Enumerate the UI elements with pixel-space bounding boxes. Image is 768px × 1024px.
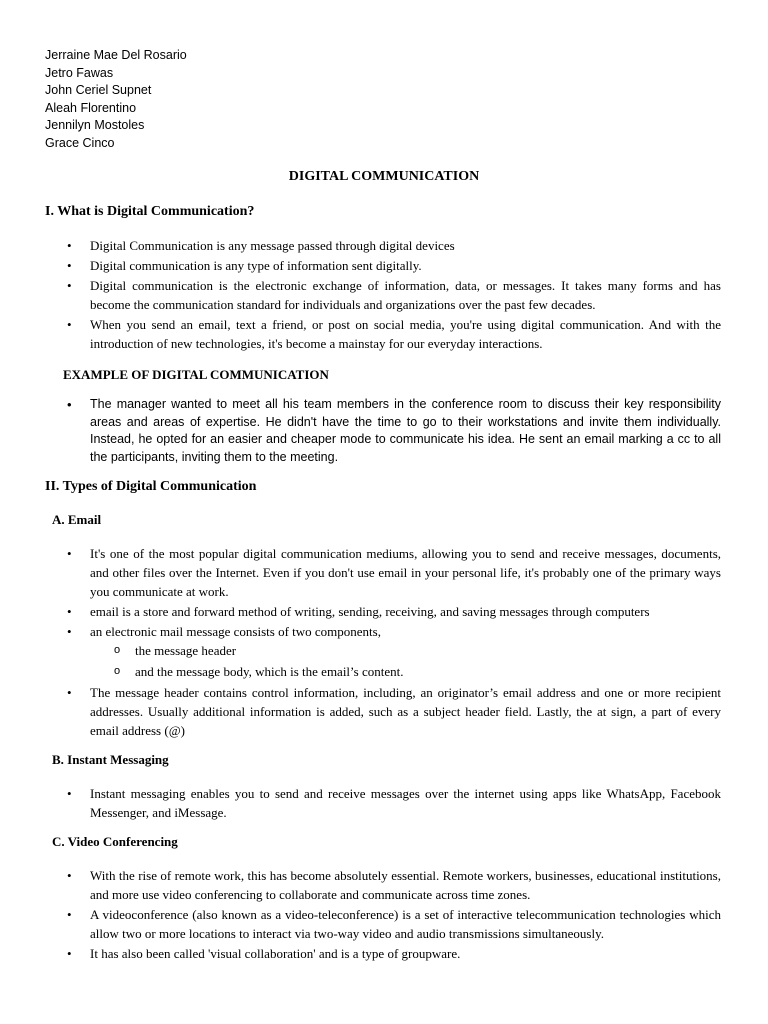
- author-name: John Ceriel Supnet: [45, 83, 152, 97]
- sub-list-item: o and the message body, which is the email’s content.: [90, 662, 721, 682]
- video-list: [45, 866, 721, 964]
- email-components-list: [90, 641, 721, 682]
- subsection-heading-video: C. Video Conferencing: [52, 834, 178, 849]
- list-item-text: an electronic mail message consists of two components,: [90, 624, 381, 639]
- author-name: Jetro Fawas: [45, 65, 114, 80]
- author-name: Jennilyn Mostoles: [45, 118, 145, 132]
- list-item: • Digital communication is any type of information sent digitally.: [45, 256, 721, 275]
- author-name: Aleah Florentino: [45, 100, 137, 115]
- section-what-is-list: [45, 236, 721, 354]
- list-item: • The message header contains control information, including, an originator’s email address and one or more recipient addresses. Usually additional information is added, such as a subject header field. Lastly, the at sign, a part of every email address (@): [45, 683, 721, 740]
- sub-list-item: o the message header: [90, 641, 721, 661]
- im-list: [45, 784, 721, 823]
- email-list: [45, 544, 721, 741]
- list-item: • Digital Communication is any message passed through digital devices: [45, 236, 721, 255]
- list-item: • With the rise of remote work, this has become absolutely essential. Remote workers, businesses, educational institutions, and more use video conferencing to collaborate and communicate across time zones.: [45, 866, 721, 904]
- document-title: DIGITAL COMMUNICATION: [288, 169, 480, 184]
- list-item: • It has also been called 'visual collaboration' and is a type of groupware.: [45, 944, 721, 963]
- list-item: • It's one of the most popular digital communication mediums, allowing you to send and receive messages, documents, and other files over the Internet. Even if you don't use email in your personal life, it's probably one of the primary ways you communicate at work.: [45, 544, 721, 601]
- list-item: • When you send an email, text a friend, or post on social media, you're using digital communication. And with the introduction of new technologies, it's become a mainstay for our everyday interactions.: [45, 315, 721, 353]
- section-heading-what-is: I. What is Digital Communication?: [45, 204, 255, 219]
- list-item: [45, 622, 721, 682]
- author-name: Grace Cinco: [45, 135, 115, 150]
- example-heading: EXAMPLE OF DIGITAL COMMUNICATION: [63, 367, 329, 382]
- list-item: • Instant messaging enables you to send and receive messages over the internet using apps like WhatsApp, Facebook Messenger, and iMessage.: [45, 784, 721, 822]
- subsection-heading-im: B. Instant Messaging: [52, 752, 169, 767]
- subsection-heading-email: A. Email: [52, 512, 102, 527]
- example-list: [45, 396, 721, 467]
- author-list: [45, 47, 187, 152]
- list-item: • The manager wanted to meet all his team members in the conference room to discuss their key responsibility areas and areas of expertise. He didn't have the time to go to their workstations and invite them individually. Instead, he opted for an easier and cheaper mode to communicate his idea. He sent an email marking a cc to all the participants, inviting them to the meeting.: [45, 396, 721, 466]
- list-item: • Digital communication is the electronic exchange of information, data, or messages. It takes many forms and has become the communication standard for individuals and organizations over the past few decades.: [45, 276, 721, 314]
- list-item: • email is a store and forward method of writing, sending, receiving, and saving messages through computers: [45, 602, 721, 621]
- author-name: Jerraine Mae Del Rosario: [45, 48, 187, 62]
- section-heading-types: II. Types of Digital Communication: [45, 479, 257, 494]
- list-item: • A videoconference (also known as a video-teleconference) is a set of interactive telecommunication technologies which allow two or more locations to interact via two-way video and audio transmissions simultaneously.: [45, 905, 721, 943]
